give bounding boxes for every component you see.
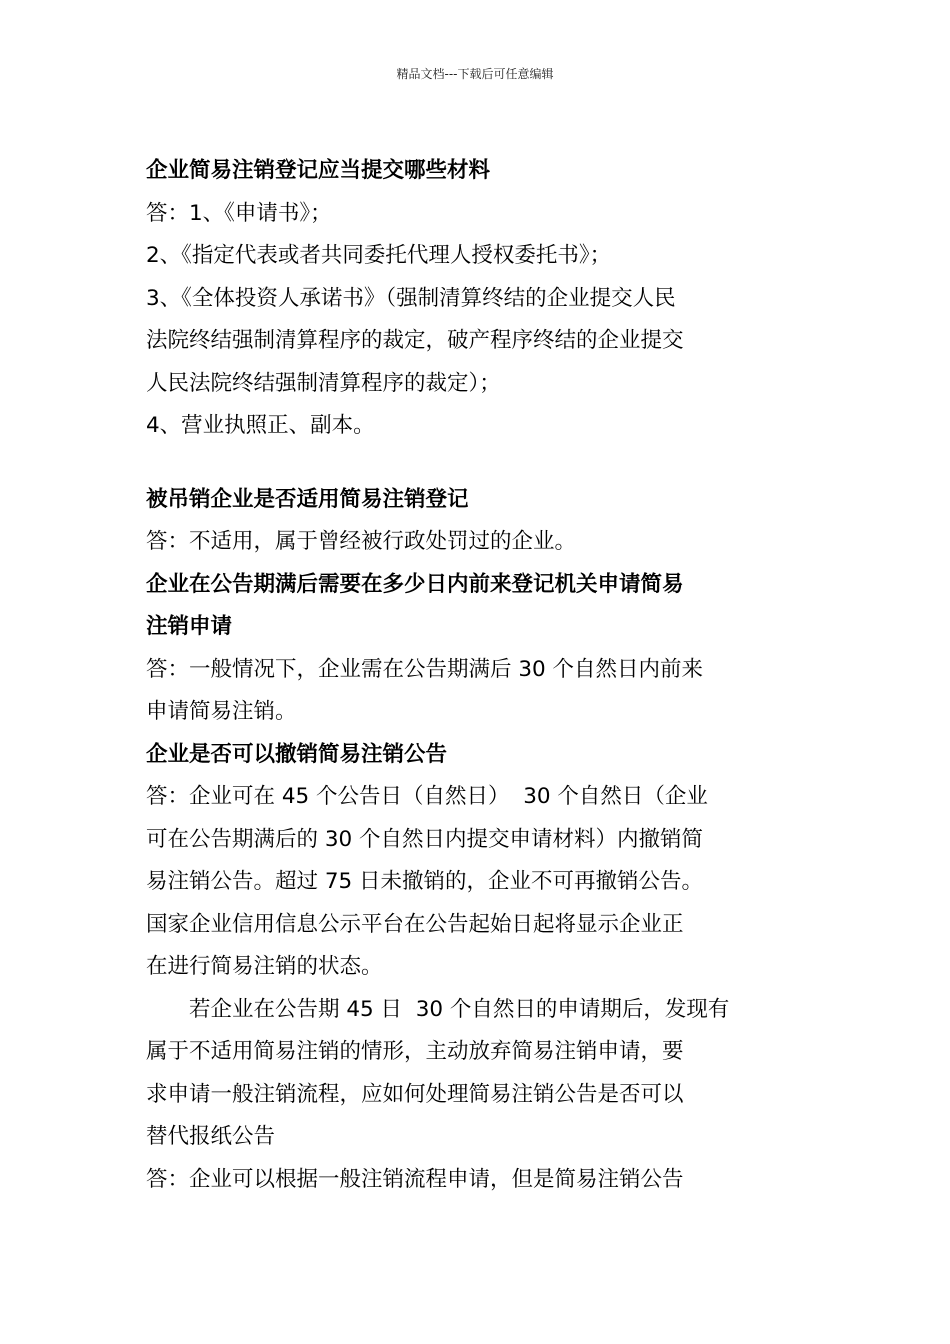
paragraph-line: 属于不适用简易注销的情形，主动放弃简易注销申请，要	[146, 1039, 684, 1064]
question-heading: 企业简易注销登记应当提交哪些材料	[146, 158, 491, 183]
question-heading: 注销申请	[146, 614, 233, 639]
document-body	[146, 150, 814, 1201]
answer-line: 答：不适用，属于曾经被行政处罚过的企业。	[146, 529, 577, 554]
question-heading: 企业是否可以撤销简易注销公告	[146, 741, 448, 767]
paragraph-line: 求申请一般注销流程，应如何处理简易注销公告是否可以	[146, 1081, 684, 1107]
paragraph-line: 替代报纸公告	[146, 1124, 276, 1149]
page-header: 精品文档---下载后可任意编辑	[396, 67, 554, 81]
answer-line: 答：一般情况下，企业需在公告期满后 30 个自然日内前来	[146, 656, 704, 682]
answer-line: 法院终结强制清算程序的裁定，破产程序终结的企业提交	[146, 328, 684, 353]
answer-line: 3、《全体投资人承诺书》（强制清算终结的企业提交人民	[146, 285, 676, 311]
answer-line: 国家企业信用信息公示平台在公告起始日起将显示企业正	[146, 911, 684, 937]
answer-line: 4、营业执照正、副本。	[146, 413, 375, 438]
answer-line: 答：1、《申请书》；	[146, 200, 332, 226]
answer-line: 易注销公告。超过 75 日未撤销的，企业不可再撤销公告。	[146, 869, 704, 894]
answer-line: 答：企业可以根据一般注销流程申请，但是简易注销公告	[146, 1166, 684, 1192]
answer-line: 2、《指定代表或者共同委托代理人授权委托书》；	[146, 243, 612, 268]
answer-line: 在进行简易注销的状态。	[146, 954, 383, 979]
answer-line: 申请简易注销。	[146, 699, 297, 724]
answer-line: 可在公告期满后的 30 个自然日内提交申请材料）内撤销简	[146, 826, 704, 852]
answer-line: 人民法院终结强制清算程序的裁定）；	[146, 370, 501, 396]
answer-line: 答：企业可在 45 个公告日（自然日） 30 个自然日（企业	[146, 784, 708, 809]
question-heading: 被吊销企业是否适用简易注销登记	[146, 486, 469, 512]
paragraph-line: 若企业在公告期 45 日 30 个自然日的申请期后，发现有	[189, 996, 730, 1022]
question-heading: 企业在公告期满后需要在多少日内前来登记机关申请简易	[146, 571, 684, 597]
